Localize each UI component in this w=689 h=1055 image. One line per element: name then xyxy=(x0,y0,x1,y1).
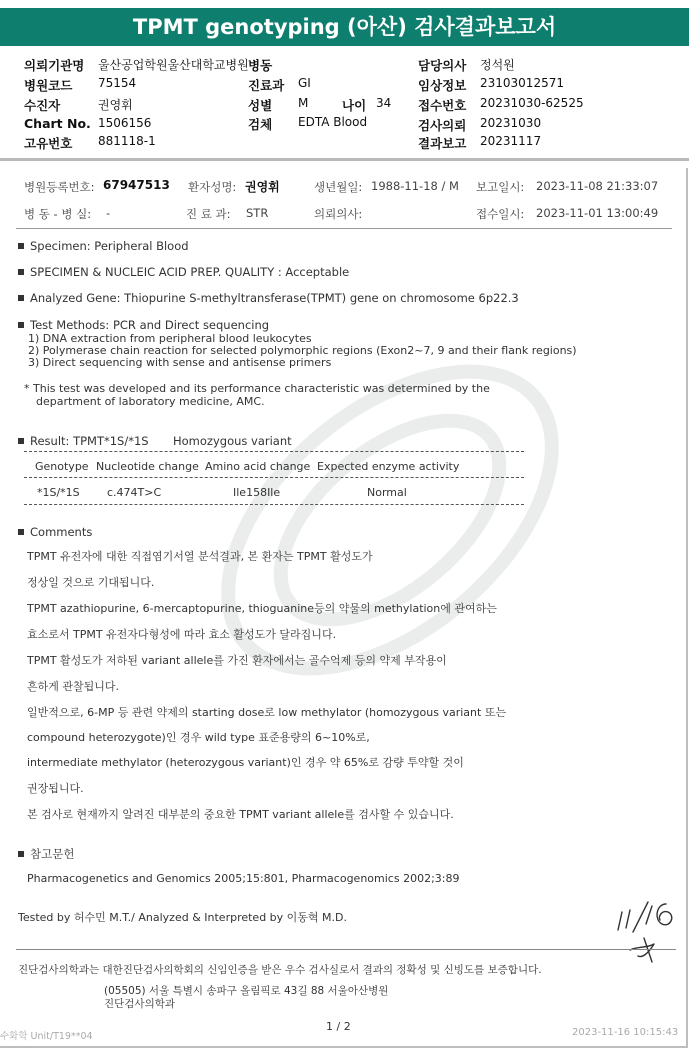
result-status: Homozygous variant xyxy=(173,434,292,448)
specimen-line: Specimen: Peripheral Blood xyxy=(18,239,189,253)
bullet-square-icon xyxy=(18,322,24,328)
dob-value: 1988-11-18 / M xyxy=(371,179,459,193)
references-text: Pharmacogenetics and Genomics 2005;15:801, Pharmacogenomics 2002;3:89 xyxy=(27,872,460,885)
hospital-address: (05505) 서울 특별시 송파구 올림픽로 43길 88 서울아산병원 xyxy=(104,985,389,997)
print-timestamp: 2023-11-16 10:15:43 xyxy=(572,1027,679,1038)
method-step: 2) Polymerase chain reaction for selected polymorphic regions (Exon2~7, 9 and their flank regions) xyxy=(28,344,577,357)
sex-label: 성별 xyxy=(248,98,273,113)
result-line: Result: TPMT*1S/*1S xyxy=(18,434,149,448)
receipt-time-label: 접수일시: xyxy=(476,207,525,221)
comment-line: TPMT azathiopurine, 6-mercaptopurine, thioguanine등의 약물의 methylation에 관여하는 xyxy=(27,602,497,615)
comment-line: 일반적으로, 6-MP 등 관련 약제의 starting dose로 low methylator (homozygous variant 또는 xyxy=(27,706,507,719)
reg-no-label: 병원등록번호: xyxy=(24,180,95,194)
bullet-square-icon xyxy=(18,243,24,249)
hospital-code-value: 75154 xyxy=(98,76,137,90)
table-cell-enzyme: Normal xyxy=(367,486,407,499)
clinical-info-value: 23103012571 xyxy=(480,76,564,90)
comment-line: 흔하게 관찰됩니다. xyxy=(27,680,120,693)
comment-line: compound heterozygote)인 경우 wild type 표준용량의 6~10%로, xyxy=(27,731,370,744)
unique-no-label: 고유번호 xyxy=(24,136,73,151)
age-value: 34 xyxy=(376,96,392,110)
report-title: TPMT genotyping (아산) 검사결과보고서 xyxy=(0,8,689,46)
comment-line: intermediate methylator (heterozygous variant)인 경우 약 65%로 감량 투약할 것이 xyxy=(27,756,464,769)
req-doctor-label: 의뢰의사: xyxy=(314,207,363,221)
dob-label: 생년월일: xyxy=(314,180,363,194)
methods-title: Test Methods: PCR and Direct sequencing xyxy=(18,318,269,332)
receipt-time-value: 2023-11-01 13:00:49 xyxy=(536,206,659,220)
table-bottom-rule xyxy=(24,504,524,505)
comments-title: Comments xyxy=(18,525,92,539)
report-time-label: 보고일시: xyxy=(476,180,525,194)
certification-text: 진단검사의학과는 대한진단검사의학회의 신임인증을 받은 우수 검사실로서 결과의 정확성 및 신빙도를 보증합니다. xyxy=(18,964,542,976)
report-label: 결과보고 xyxy=(418,136,467,151)
table-cell-amino: Ile158Ile xyxy=(233,486,281,499)
reg-no-value: 67947513 xyxy=(103,178,170,192)
test-note-cont: department of laboratory medicine, AMC. xyxy=(36,395,265,408)
patient-info-divider xyxy=(16,228,672,229)
table-header-amino: Amino acid change xyxy=(205,460,311,473)
recipient-label: 수진자 xyxy=(24,98,61,113)
chart-no-label: Chart No. xyxy=(24,116,91,131)
comment-line: 권장됩니다. xyxy=(27,782,84,795)
recipient-value: 권영휘 xyxy=(98,98,133,112)
ward-label: 병동 xyxy=(248,58,273,73)
specimen-label: 검체 xyxy=(248,117,273,132)
test-note: * This test was developed and its performance characteristic was determined by the xyxy=(24,382,490,395)
clinical-info-label: 임상정보 xyxy=(418,78,467,93)
patient-dept-value: STR xyxy=(246,206,269,220)
table-top-rule xyxy=(24,451,524,452)
bullet-square-icon xyxy=(18,295,24,301)
chart-no-value: 1506156 xyxy=(98,116,152,130)
comment-line: 정상일 것으로 기대됩니다. xyxy=(27,576,155,589)
gene-line: Analyzed Gene: Thiopurine S-methyltransferase(TPMT) gene on chromosome 6p22.3 xyxy=(18,291,519,305)
table-cell-nucleotide: c.474T>C xyxy=(107,486,162,499)
quality-line: SPECIMEN & NUCLEIC ACID PREP. QUALITY : Acceptable xyxy=(18,265,349,279)
comment-line: TPMT 활성도가 저하된 variant allele를 가진 환자에서는 골수억제 등의 약제 부작용이 xyxy=(27,654,447,667)
sex-value: M xyxy=(298,96,309,110)
receipt-no-label: 접수번호 xyxy=(418,98,467,113)
table-header-nucleotide: Nucleotide change xyxy=(96,460,199,473)
doctor-label: 담당의사 xyxy=(418,58,467,73)
request-label: 검사의뢰 xyxy=(418,118,467,133)
report-value: 20231117 xyxy=(480,134,542,148)
method-step: 1) DNA extraction from peripheral blood leukocytes xyxy=(28,332,312,345)
ward-room-value: - xyxy=(106,206,111,220)
comment-line: TPMT 유전자에 대한 직접염기서열 분석결과, 본 환자는 TPMT 활성도가 xyxy=(27,550,373,563)
header-separator xyxy=(0,158,689,161)
patient-dept-label: 진 료 과: xyxy=(186,207,231,221)
institution-value: 울산공업학원울산대학교병원 xyxy=(98,58,249,72)
hospital-code-label: 병원코드 xyxy=(24,78,73,93)
comment-line: 본 검사로 현재까지 알려진 대부분의 중요한 TPMT variant allele를 검사할 수 있습니다. xyxy=(27,808,454,821)
receipt-no-value: 20231030-62525 xyxy=(480,96,584,110)
dept-label: 진료과 xyxy=(248,78,285,93)
bullet-square-icon xyxy=(18,269,24,275)
age-label: 나이 xyxy=(342,98,367,113)
page-number: 1 / 2 xyxy=(326,1020,351,1033)
bullet-square-icon xyxy=(18,529,24,535)
footer-divider xyxy=(16,949,676,950)
institution-label: 의뢰기관명 xyxy=(24,58,85,73)
bullet-square-icon xyxy=(18,438,24,444)
unit-code: 수화학 Unit/T19**04 xyxy=(0,1031,93,1042)
comment-line: 효소로서 TPMT 유전자다형성에 따라 효소 활성도가 달라집니다. xyxy=(27,628,337,641)
table-header-genotype: Genotype xyxy=(35,460,89,473)
patient-name-value: 권영휘 xyxy=(245,180,280,194)
ward-room-label: 병 동 - 병 실: xyxy=(24,207,92,221)
table-cell-genotype: *1S/*1S xyxy=(37,486,80,499)
table-mid-rule xyxy=(24,477,524,478)
request-value: 20231030 xyxy=(480,116,542,130)
bullet-square-icon xyxy=(18,851,24,857)
report-time-value: 2023-11-08 21:33:07 xyxy=(536,179,659,193)
department-name: 진단검사의학과 xyxy=(104,998,176,1010)
doctor-value: 정석원 xyxy=(480,58,515,72)
references-title: 참고문헌 xyxy=(18,846,74,862)
unique-no-value: 881118-1 xyxy=(98,134,156,148)
specimen-value: EDTA Blood xyxy=(298,115,368,129)
table-header-enzyme: Expected enzyme activity xyxy=(317,460,460,473)
method-step: 3) Direct sequencing with sense and antisense primers xyxy=(28,356,332,369)
signature-scribble xyxy=(608,890,688,965)
tested-by: Tested by 허수민 M.T./ Analyzed & Interpreted by 이동혁 M.D. xyxy=(18,911,347,924)
patient-name-label: 환자성명: xyxy=(188,180,237,194)
dept-value: GI xyxy=(298,76,311,90)
